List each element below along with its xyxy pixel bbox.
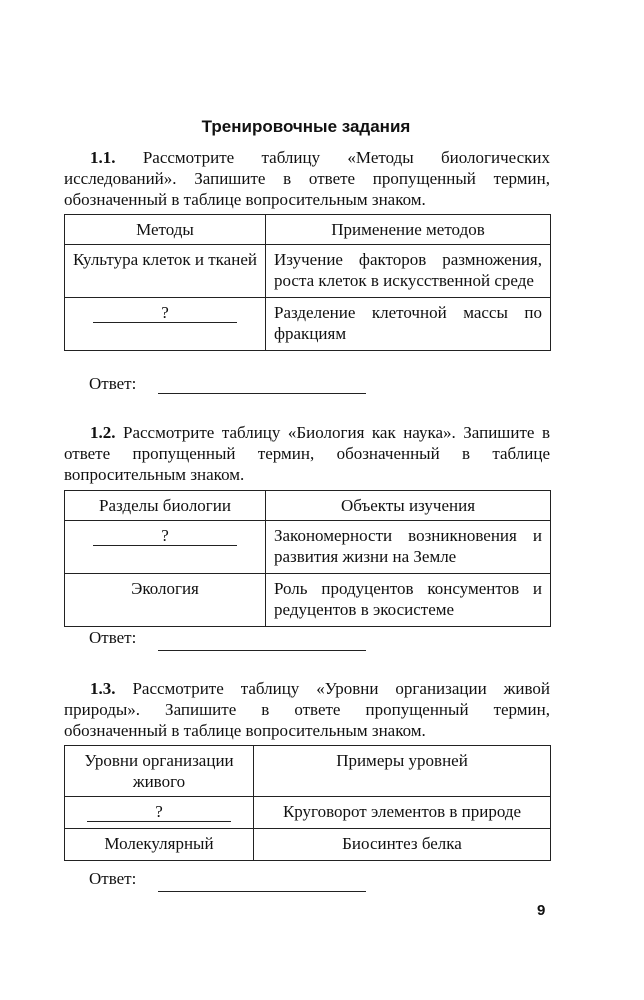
task-number: 1.3. xyxy=(90,679,116,698)
page-heading: Тренировочные задания xyxy=(201,117,411,136)
task-number: 1.1. xyxy=(90,148,116,167)
table-cell: Молекулярный xyxy=(65,829,254,861)
table-cell: Экология xyxy=(65,574,266,627)
page-number: 9 xyxy=(537,902,546,919)
answer-field[interactable] xyxy=(158,650,366,651)
task-prompt: Рассмотрите таблицу «Уровни организации живой природы». Запишите в ответе пропущенный термин, обозначенный в таблице вопросительным знаком. xyxy=(64,679,550,740)
header-cell: Разделы биологии xyxy=(65,491,266,521)
answer-field[interactable] xyxy=(158,891,366,892)
table-cell: Круговорот элементов в природе xyxy=(254,797,551,829)
table-row xyxy=(65,797,551,829)
table-row xyxy=(65,298,551,351)
table-row xyxy=(65,245,551,298)
header-cell: Методы xyxy=(65,215,266,245)
missing-term-blank: ? xyxy=(93,304,237,323)
table-cell xyxy=(65,797,254,829)
table-header-row xyxy=(65,215,551,245)
task-1-3-text xyxy=(64,678,550,741)
task-1-2-text xyxy=(64,422,550,485)
missing-term-blank: ? xyxy=(87,803,231,822)
task-number: 1.2. xyxy=(90,423,116,442)
table-cell: Биосинтез белка xyxy=(254,829,551,861)
header-cell: Примеры уровней xyxy=(254,746,551,797)
missing-term-blank: ? xyxy=(93,527,237,546)
table-row xyxy=(65,829,551,861)
header-cell: Объекты изучения xyxy=(266,491,551,521)
header-cell: Применение методов xyxy=(266,215,551,245)
answer-label: Ответ: xyxy=(89,869,137,888)
table-cell: Изучение факторов размножения, роста клеток в искусственной среде xyxy=(266,245,551,298)
table-cell xyxy=(65,298,266,351)
task-1-1-table xyxy=(64,214,551,351)
task-1-3-table xyxy=(64,745,551,861)
table-cell: Закономерности возникновения и развития жизни на Земле xyxy=(266,521,551,574)
table-cell xyxy=(65,521,266,574)
answer-label: Ответ: xyxy=(89,628,137,647)
table-row xyxy=(65,521,551,574)
table-cell: Культура клеток и тканей xyxy=(65,245,266,298)
table-row xyxy=(65,574,551,627)
table-cell: Разделение клеточной массы по фракциям xyxy=(266,298,551,351)
table-header-row xyxy=(65,746,551,797)
task-prompt: Рассмотрите таблицу «Биология как наука». Запишите в ответе пропущенный термин, обозначенный в таблице вопросительным знаком. xyxy=(64,423,550,484)
header-cell: Уровни организации живого xyxy=(65,746,254,797)
task-1-2-table xyxy=(64,490,551,627)
task-1-1-text xyxy=(64,147,550,210)
table-cell: Роль продуцентов консументов и редуцентов в экосистеме xyxy=(266,574,551,627)
answer-field[interactable] xyxy=(158,393,366,394)
task-prompt: Рассмотрите таблицу «Методы биологических исследований». Запишите в ответе пропущенный термин, обозначенный в таблице вопросительным знаком. xyxy=(64,148,550,209)
answer-label: Ответ: xyxy=(89,374,137,393)
table-header-row xyxy=(65,491,551,521)
